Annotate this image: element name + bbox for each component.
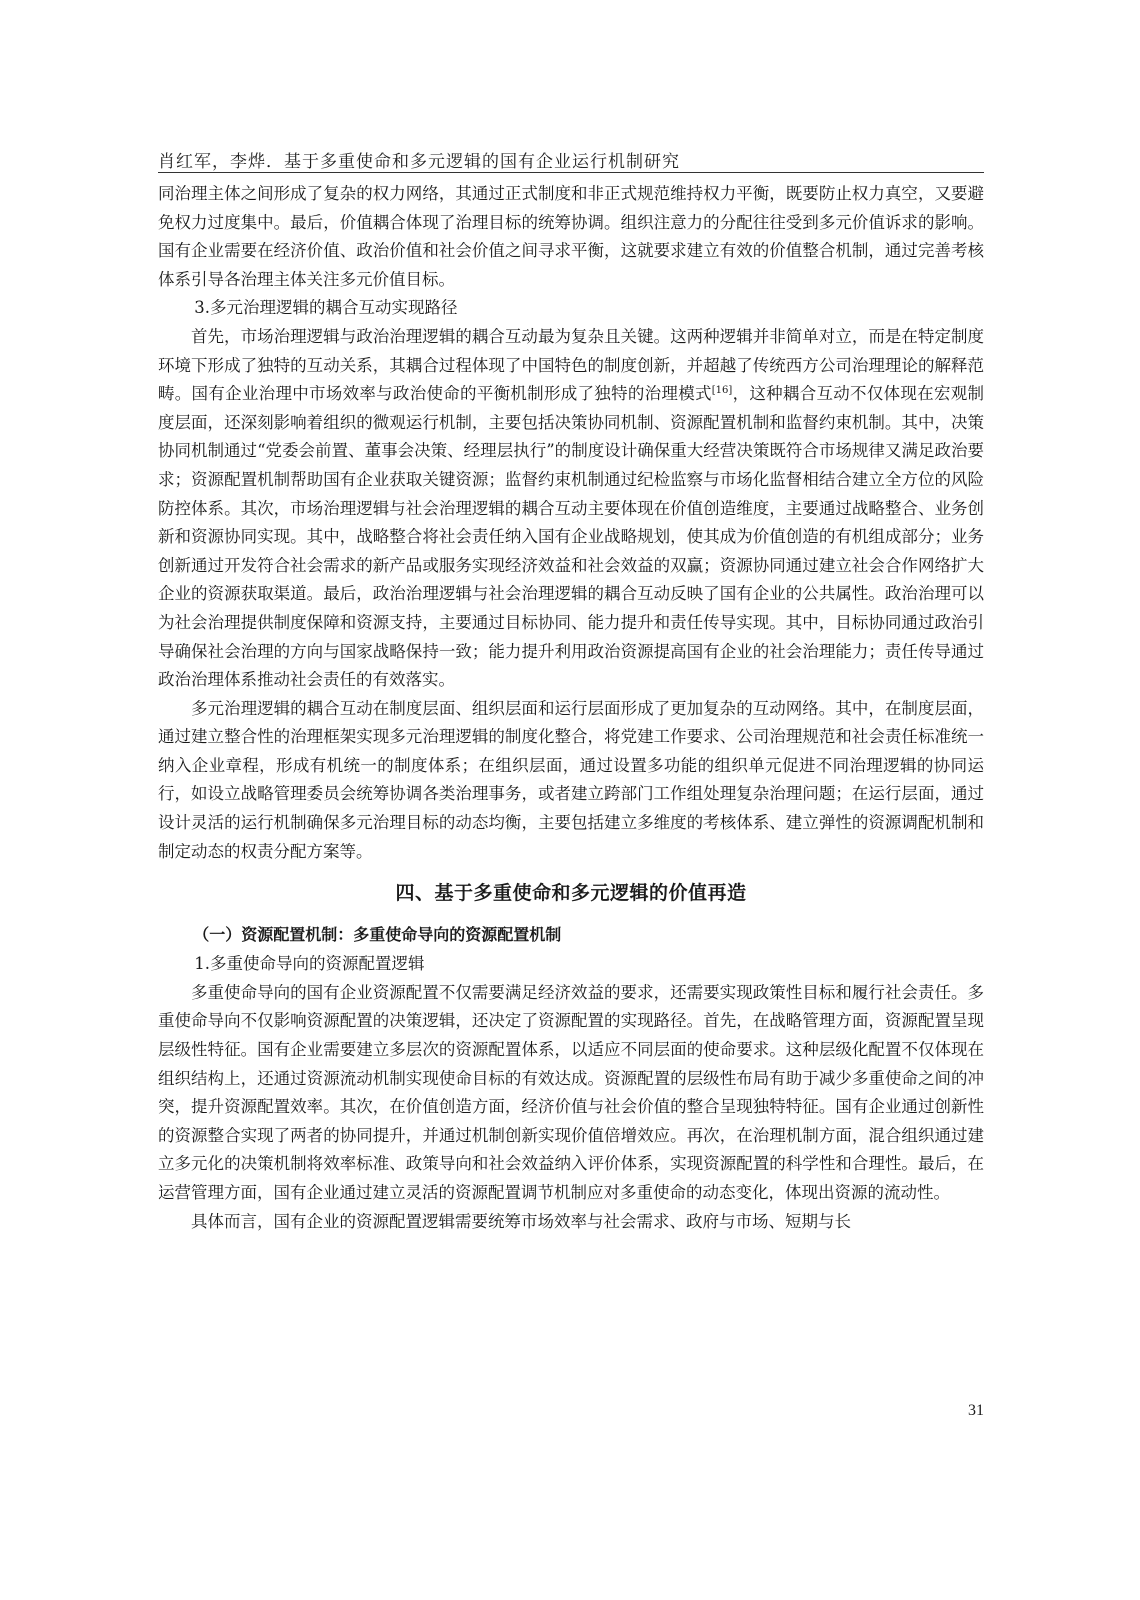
running-header: 肖红军，李烨．基于多重使命和多元逻辑的国有企业运行机制研究 [158, 152, 680, 172]
paragraph-interaction-network: 多元治理逻辑的耦合互动在制度层面、组织层面和运行层面形成了更加复杂的互动网络。其中，在制度层面，通过建立整合性的治理框架实现多元治理逻辑的制度化整合，将党建工作要求、公司治理规范和社会责任标准统一纳入企业章程，形成有机统一的制度体系；在组织层面，通过设置多功能的组织单元促进不同治理逻辑的协同运行，如设立战略管理委员会统筹协调各类治理事务，或者建立跨部门工作组处理复杂治理问题；在运行层面，通过设计灵活的运行机制确保多元治理目标的动态均衡，主要包括建立多维度的考核体系、建立弹性的资源调配机制和制定动态的权责分配方案等。 [158, 698, 984, 861]
section-heading: 四、基于多重使命和多元逻辑的价值再造 [395, 882, 747, 905]
paragraph-text-part1: 首先，市场治理逻辑与政治治理逻辑的耦合互动最为复杂且关键。这两种逻辑并非简单对立，而是在特定制度环境下形成了独特的互动关系，其耦合过程体现了中国特色的制度创新，并超越了传统西方公司治理理论的解释范畴。国有企业治理中市场效率与政治使命的平衡机制形成了独特的治理模式 [158, 326, 984, 404]
paragraph-coupling-interaction [158, 323, 984, 695]
subsection-heading: （一）资源配置机制：多重使命导向的资源配置机制 [193, 925, 562, 945]
paragraph-specifics: 具体而言，国有企业的资源配置逻辑需要统筹市场效率与社会需求、政府与市场、短期与长 [191, 1211, 851, 1231]
page-number: 31 [968, 1402, 984, 1419]
subheading-resource-logic: 1.多重使命导向的资源配置逻辑 [194, 954, 425, 974]
subheading-coupling-paths: 3.多元治理逻辑的耦合互动实现路径 [194, 298, 458, 318]
paragraph-text-part2: ，这种耦合互动不仅体现在宏观制度层面，还深刻影响着组织的微观运行机制，主要包括决策协同机制、资源配置机制和监督约束机制。其中，决策协同机制通过“党委会前置、董事会决策、经理层执行”的制度设计确保重大经营决策既符合市场规律又满足政治要求；资源配置机制帮助国有企业获取关键资源；监督约束机制通过纪检监察与市场化监督相结合建立全方位的风险防控体系。其次，市场治理逻辑与社会治理逻辑的耦合互动主要体现在价值创造维度，主要通过战略整合、业务创新和资源协同实现。其中，战略整合将社会责任纳入国有企业战略规划，使其成为价值创造的有机组成部分；业务创新通过开发符合社会需求的新产品或服务实现经济效益和社会效益的双赢；资源协同通过建立社会合作网络扩大企业的资源获取渠道。最后，政治治理逻辑与社会治理逻辑的耦合互动反映了国有企业的公共属性。政治治理可以为社会治理提供制度保障和资源支持，主要通过目标协同、能力提升和责任传导实现。其中，目标协同通过政治引导确保社会治理的方向与国家战略保持一致；能力提升利用政治资源提高国有企业的社会治理能力；责任传导通过政治治理体系推动社会责任的有效落实。 [158, 384, 985, 690]
citation-ref: [16] [711, 385, 733, 397]
paragraph-continued: 同治理主体之间形成了复杂的权力网络，其通过正式制度和非正式规范维持权力平衡，既要防止权力真空，又要避免权力过度集中。最后，价值耦合体现了治理目标的统筹协调。组织注意力的分配往往受到多元价值诉求的影响。国有企业需要在经济价值、政治价值和社会价值之间寻求平衡，这就要求建立有效的价值整合机制，通过完善考核体系引导各治理主体关注多元价值目标。 [158, 184, 984, 289]
header-rule [158, 172, 984, 173]
article-body [158, 180, 984, 1236]
paragraph-resource-allocation: 多重使命导向的国有企业资源配置不仅需要满足经济效益的要求，还需要实现政策性目标和履行社会责任。多重使命导向不仅影响资源配置的决策逻辑，还决定了资源配置的实现路径。首先，在战略管理方面，资源配置呈现层级性特征。国有企业需要建立多层次的资源配置体系，以适应不同层面的使命要求。这种层级化配置不仅体现在组织结构上，还通过资源流动机制实现使命目标的有效达成。资源配置的层级性布局有助于减少多重使命之间的冲突，提升资源配置效率。其次，在价值创造方面，经济价值与社会价值的整合呈现独特特征。国有企业通过创新性的资源整合实现了两者的协同提升，并通过机制创新实现价值倍增效应。再次，在治理机制方面，混合组织通过建立多元化的决策机制将效率标准、政策导向和社会效益纳入评价体系，实现资源配置的科学性和合理性。最后，在运营管理方面，国有企业通过建立灵活的资源配置调节机制应对多重使命的动态变化，体现出资源的流动性。 [158, 982, 984, 1202]
